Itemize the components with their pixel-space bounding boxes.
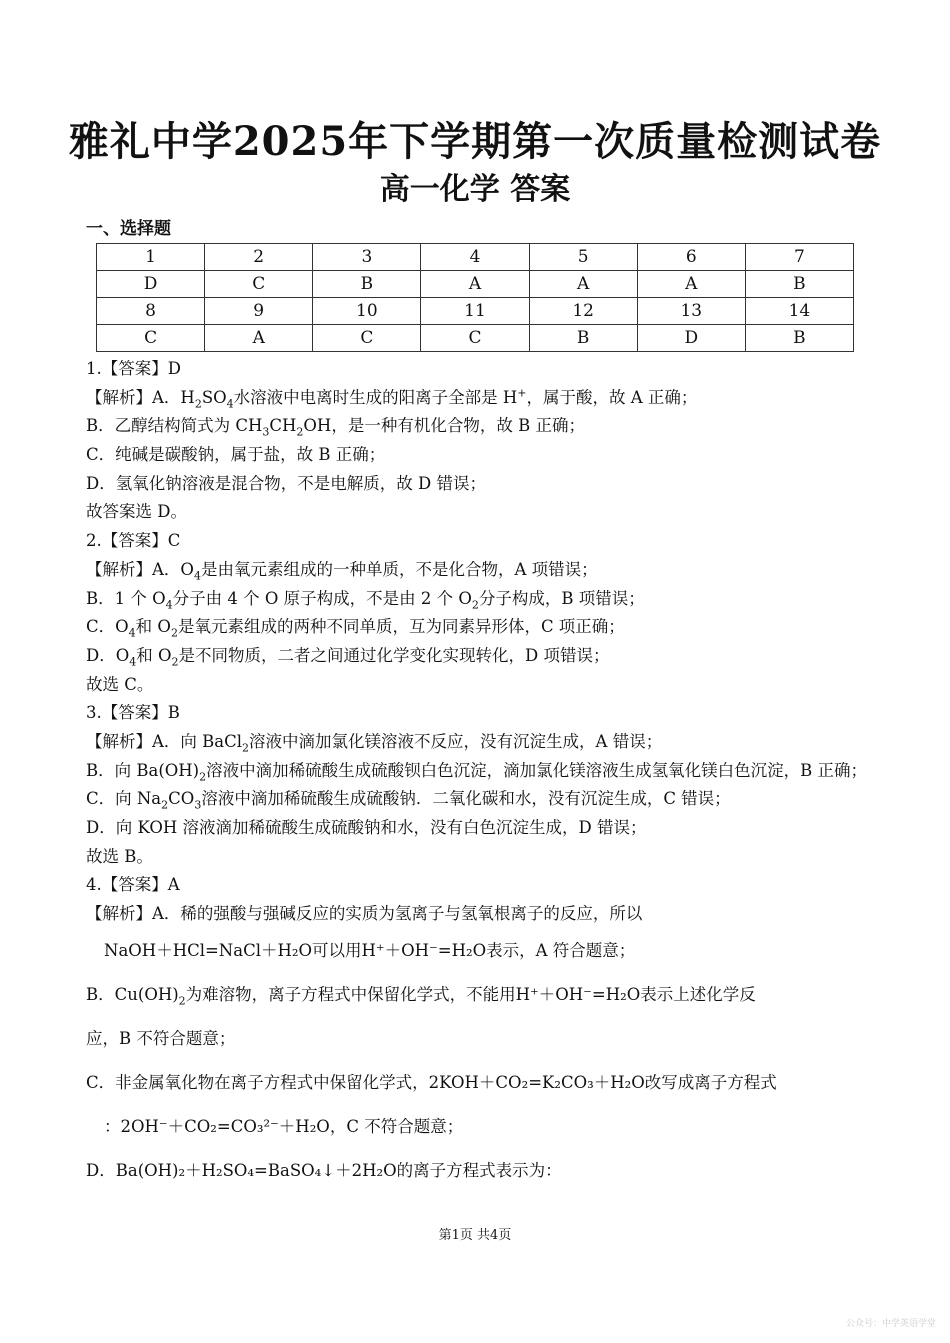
table-cell: A — [205, 325, 313, 352]
exam-title: 雅礼中学2025年下学期第一次质量检测试卷 — [68, 118, 882, 165]
q4-option-d: D．Ba(OH)₂＋H₂SO₄=BaSO₄↓＋2H₂O的离子方程式表示为： — [86, 1160, 562, 1180]
equation: H⁺＋OH⁻=H₂O — [515, 984, 641, 1004]
table-cell: C — [313, 325, 421, 352]
q2-option-d: D．$O_4$和 $O_2$是不同物质，二者之间通过化学变化实现转化，D 项错误； — [86, 645, 610, 669]
q4-option-a: 【解析】A．稀的强酸与强碱反应的实质为氢离子与氢氧根离子的反应，所以 — [86, 904, 643, 924]
table-cell: B — [313, 271, 421, 298]
table-cell: A — [637, 271, 745, 298]
table-cell: A — [421, 271, 529, 298]
table-cell: 13 — [637, 298, 745, 325]
equation: Ba(OH)₂＋H₂SO₄=BaSO₄↓＋2H₂O — [115, 1160, 397, 1180]
table-cell: B — [529, 325, 637, 352]
table-row — [97, 298, 854, 325]
q1-option-d: D．氢氧化钠溶液是混合物，不是电解质，故 D 错误； — [86, 473, 486, 493]
equation: H⁺＋OH⁻=H₂O — [361, 940, 487, 960]
watermark: 公众号：中学英语学堂 — [845, 1319, 936, 1329]
table-cell: 10 — [313, 298, 421, 325]
table-cell: B — [745, 325, 853, 352]
q4-option-c-cont: ：2OH⁻＋CO₂=CO₃²⁻＋H₂O，C 不符合题意； — [104, 1116, 464, 1136]
q1-option-c: C．纯碱是碳酸钠，属于盐，故 B 正确； — [86, 445, 386, 465]
table-cell: 4 — [421, 244, 529, 271]
table-cell: 11 — [421, 298, 529, 325]
table-cell: 8 — [97, 298, 205, 325]
table-cell: C — [421, 325, 529, 352]
table-cell: A — [529, 271, 637, 298]
q1-option-a: 【解析】A．$H_2SO_4$水溶液中电离时生成的阳离子全部是 H+，属于酸，故 A 正确； — [86, 386, 698, 410]
equation: NaOH＋HCl=NaCl＋H₂O — [104, 940, 313, 960]
page-footer: 第1页 共4页 — [438, 1228, 512, 1243]
table-cell: D — [637, 325, 745, 352]
table-cell: C — [97, 325, 205, 352]
equation: 2KOH＋CO₂=K₂CO₃＋H₂O — [428, 1072, 645, 1092]
q2-option-b: B．1 个 $O_4$分子由 4 个 O 原子构成，不是由 2 个 $O_2$分子构成，B 项错误； — [86, 588, 645, 611]
q4-option-c: C．非金属氧化物在离子方程式中保留化学式，2KOH＋CO₂=K₂CO₃＋H₂O改写成离子方程式 — [86, 1072, 777, 1092]
section-heading: 一、选择题 — [86, 219, 171, 239]
table-row — [97, 271, 854, 298]
q4-option-b-cont: 应，B 不符合题意； — [86, 1028, 236, 1048]
q3-option-c: C．向 $Na_2CO_3$溶液中滴加稀硫酸生成硫酸钠．二氧化碳和水，没有沉淀生成，C 错误； — [86, 789, 731, 812]
table-cell: 14 — [745, 298, 853, 325]
answer-explanations — [86, 355, 870, 1193]
table-cell: 2 — [205, 244, 313, 271]
table-cell: 6 — [637, 244, 745, 271]
table-cell: 5 — [529, 244, 637, 271]
q4-option-b: B．$Cu(OH)_2$为难溶物，离子方程式中保留化学式，不能用H⁺＋OH⁻=H₂O表示上述化学反 — [86, 984, 756, 1008]
table-cell: 1 — [97, 244, 205, 271]
table-cell: C — [205, 271, 313, 298]
table-cell: 9 — [205, 298, 313, 325]
table-row — [97, 325, 854, 352]
q3-option-b: B．向 $Ba(OH)_2$溶液中滴加稀硫酸生成硫酸钡白色沉淀，滴加氯化镁溶液生成氢氧化镁白色沉淀，B 正确； — [86, 760, 867, 783]
exam-subtitle: 高一化学 答案 — [379, 172, 571, 207]
q1-heading: 1.【答案】D — [86, 359, 181, 378]
q2-conclusion: 故选 C。 — [86, 674, 154, 694]
q3-conclusion: 故选 B。 — [86, 846, 153, 866]
table-cell: 12 — [529, 298, 637, 325]
q2-option-a: 【解析】A．$O_4$是由氧元素组成的一种单质，不是化合物，A 项错误； — [86, 559, 598, 583]
q1-option-b: B．乙醇结构简式为 $CH_3CH_2OH$，是一种有机化合物，故 B 正确； — [86, 416, 585, 439]
q3-option-a: 【解析】A．向 BaCl$_2$溶液中滴加氯化镁溶液不反应，没有沉淀生成，A 错误； — [86, 731, 663, 755]
table-cell: 3 — [313, 244, 421, 271]
q4-option-a-equation: NaOH＋HCl=NaCl＋H₂O可以用H⁺＋OH⁻=H₂O表示，A 符合题意； — [104, 940, 636, 960]
q4-heading: 4.【答案】A — [86, 875, 180, 895]
table-row — [97, 244, 854, 271]
q1-conclusion: 故答案选 D。 — [86, 502, 187, 522]
table-cell: D — [97, 271, 205, 298]
answer-table — [96, 243, 854, 352]
q2-option-c: C．$O_4$和 $O_2$是氧元素组成的两种不同单质，互为同素异形体，C 项正确； — [86, 617, 625, 640]
table-cell: 7 — [745, 244, 853, 271]
equation: 2OH⁻＋CO₂=CO₃²⁻＋H₂O — [120, 1116, 330, 1136]
table-cell: B — [745, 271, 853, 298]
q3-heading: 3.【答案】B — [86, 703, 180, 723]
q3-option-d: D．向 KOH 溶液滴加稀硫酸生成硫酸钠和水，没有白色沉淀生成，D 错误； — [86, 818, 647, 838]
q2-heading: 2.【答案】C — [86, 531, 181, 551]
